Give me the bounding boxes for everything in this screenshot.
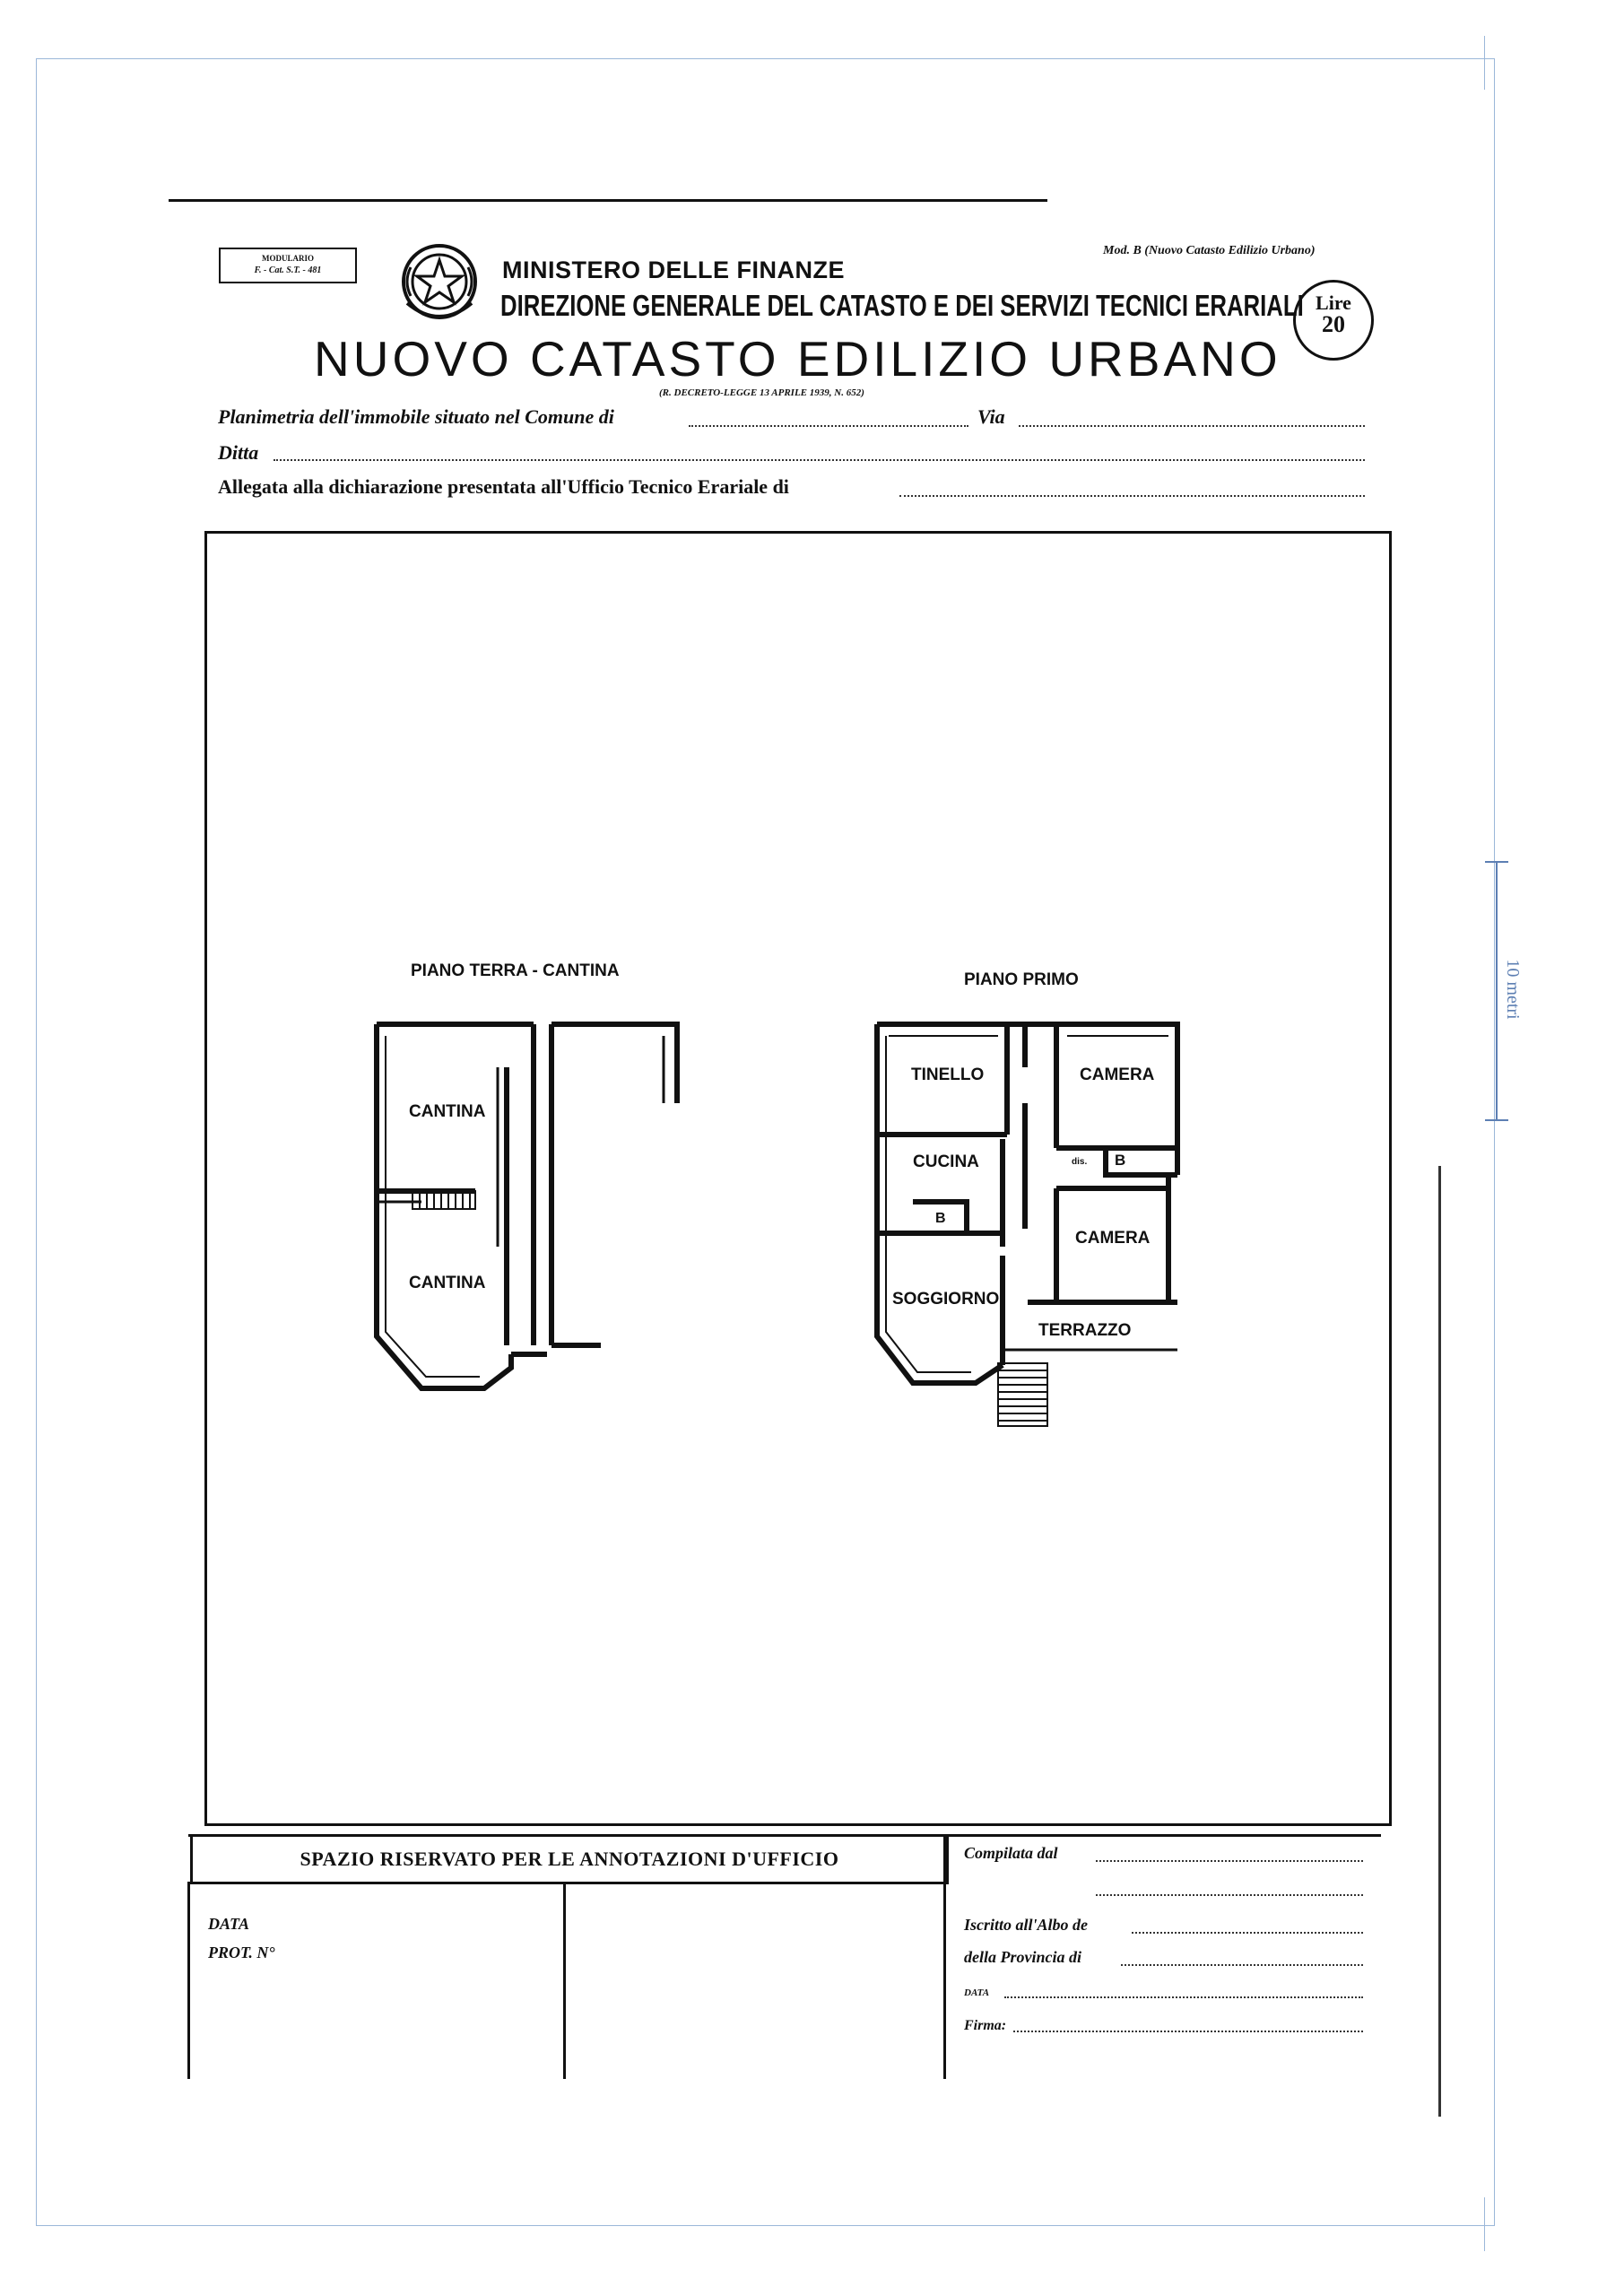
- footer-mid-vline: [563, 1882, 566, 2079]
- field-ufficio: [899, 495, 1365, 497]
- plan-title-ground: PIANO TERRA - CANTINA: [411, 961, 620, 980]
- room-cucina: CUCINA: [913, 1152, 979, 1171]
- scale-bar-tick-bottom: [1485, 1119, 1508, 1121]
- footer-data-label: DATA: [208, 1915, 250, 1933]
- mod-b-label: Mod. B (Nuovo Catasto Edilizio Urbano): [1103, 244, 1316, 257]
- field-comune: [689, 425, 968, 427]
- field-data: [1004, 1996, 1363, 1998]
- footer-provincia-label: della Provincia di: [964, 1948, 1081, 1966]
- room-camera-upper: CAMERA: [1080, 1065, 1155, 1084]
- ground-floor-plan: [368, 1013, 690, 1408]
- field-provincia: [1121, 1964, 1363, 1966]
- footer-firma-label: Firma:: [964, 2018, 1007, 2033]
- scale-bar: [1496, 861, 1498, 1121]
- footer-compilata-label: Compilata dal: [964, 1844, 1058, 1862]
- footer-prot-label: PROT. N°: [208, 1944, 275, 1961]
- footer-data-small-label: DATA: [964, 1987, 990, 1998]
- direction-name: DIREZIONE GENERALE DEL CATASTO E DEI SERVIZI TECNICI ERARIALI: [500, 289, 1304, 322]
- form-label-ditta: Ditta: [218, 441, 259, 464]
- room-soggiorno: SOGGIORNO: [892, 1290, 1000, 1309]
- field-via: [1019, 425, 1365, 427]
- form-label-allegata: Allegata alla dichiarazione presentata all'Ufficio Tecnico Erariale di: [218, 475, 789, 498]
- room-tinello: TINELLO: [911, 1065, 985, 1084]
- room-cantina-lower: CANTINA: [409, 1274, 486, 1292]
- room-disimpegno: dis.: [1072, 1157, 1088, 1167]
- scale-label: 10 metri: [1503, 959, 1523, 1020]
- decree-reference: (R. DECRETO-LEGGE 13 APRILE 1939, N. 652): [659, 387, 864, 398]
- field-firma: [1013, 2031, 1363, 2032]
- footer-iscritto-label: Iscritto all'Albo de: [964, 1916, 1089, 1934]
- form-label-via: Via: [977, 405, 1005, 428]
- field-iscritto: [1132, 1932, 1363, 1934]
- modulario-box: [219, 248, 357, 283]
- frame-corner-mark: [1484, 36, 1485, 90]
- ministry-name: MINISTERO DELLE FINANZE: [502, 257, 845, 283]
- reserved-title: SPAZIO RISERVATO PER LE ANNOTAZIONI D'UFFICIO: [300, 1848, 839, 1870]
- room-camera-lower: CAMERA: [1075, 1229, 1151, 1248]
- plan-title-first: PIANO PRIMO: [964, 970, 1079, 989]
- room-cantina-upper: CANTINA: [409, 1102, 486, 1121]
- lire-stamp-value: 20: [1322, 311, 1345, 337]
- modulario-label: MODULARIO: [262, 254, 314, 263]
- modulario-code: F. - Cat. S.T. - 481: [254, 265, 322, 275]
- field-compilata-2: [1096, 1894, 1363, 1896]
- room-bagno-left: B: [935, 1211, 946, 1226]
- top-rule: [169, 199, 1047, 202]
- room-bagno-right: B: [1115, 1152, 1126, 1169]
- form-label-comune: Planimetria dell'immobile situato nel Comune di: [218, 405, 614, 428]
- lire-stamp-label: Lire: [1316, 291, 1351, 314]
- room-terrazzo: TERRAZZO: [1038, 1321, 1132, 1340]
- stair-icon: [998, 1363, 1047, 1426]
- document-title: NUOVO CATASTO EDILIZIO URBANO: [314, 331, 1281, 387]
- republic-emblem-icon: [398, 240, 481, 330]
- field-ditta: [274, 459, 1365, 461]
- footer-left-vline: [187, 1882, 190, 2079]
- scan-edge-line: [1438, 1166, 1441, 2117]
- field-compilata: [1096, 1860, 1363, 1862]
- frame-corner-mark: [1484, 2197, 1485, 2251]
- footer-right-vline: [943, 1837, 946, 2079]
- lire-stamp: [1293, 280, 1374, 361]
- scale-bar-tick-top: [1485, 861, 1508, 863]
